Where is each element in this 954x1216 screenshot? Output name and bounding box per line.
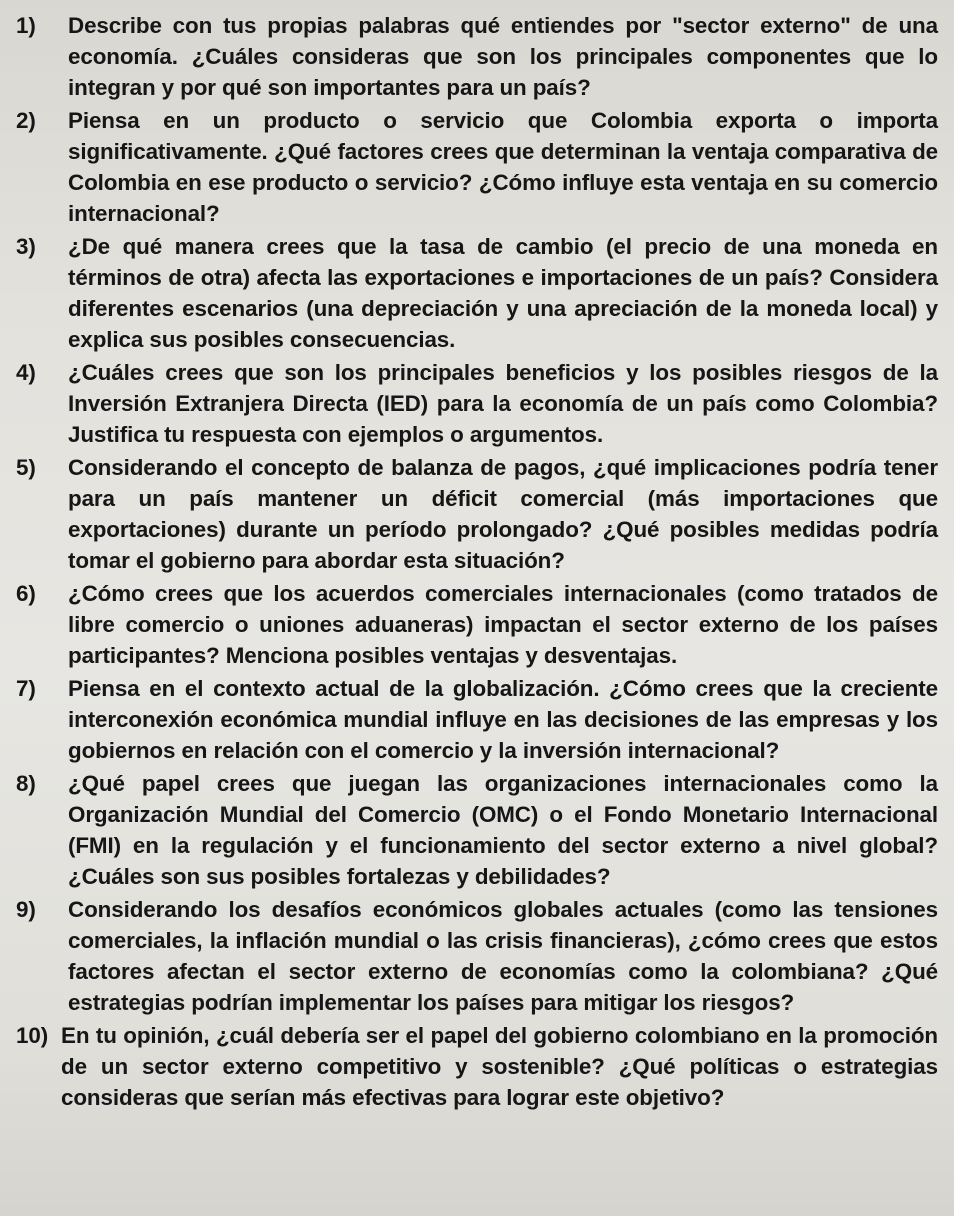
question-text: Considerando el concepto de balanza de pagos, ¿qué implicaciones podría tener para un país mantener un déficit comercial (más importaciones que exportaciones) durante un período prolongado? ¿Qué posibles medidas podría tomar el gobierno para abordar esta situación?	[68, 455, 938, 573]
question-number: 8)	[16, 771, 36, 796]
question-number: 4)	[16, 360, 36, 385]
question-number: 2)	[16, 108, 36, 133]
question-number: 5)	[16, 455, 36, 480]
question-1	[16, 10, 938, 103]
question-number: 3)	[16, 234, 36, 259]
question-number: 7)	[16, 676, 36, 701]
question-number: 9)	[16, 897, 36, 922]
question-4	[16, 357, 938, 450]
question-5	[16, 452, 938, 576]
question-text: ¿Cómo crees que los acuerdos comerciales internacionales (como tratados de libre comercio o uniones aduaneras) impactan el sector externo de los países participantes? Menciona posibles ventajas y desventajas.	[68, 581, 938, 668]
question-text: ¿Cuáles crees que son los principales beneficios y los posibles riesgos de la Inversión Extranjera Directa (IED) para la economía de un país como Colombia? Justifica tu respuesta con ejemplos o argumentos.	[68, 360, 938, 447]
question-9	[16, 894, 938, 1018]
question-text: Considerando los desafíos económicos globales actuales (como las tensiones comerciales, la inflación mundial o las crisis financieras), ¿cómo crees que estos factores afectan el sector externo de economías como la colombiana? ¿Qué estrategias podrían implementar los países para mitigar los riesgos?	[68, 897, 938, 1015]
question-2	[16, 105, 938, 229]
question-text: Piensa en un producto o servicio que Colombia exporta o importa significativamente. ¿Qué factores crees que determinan la ventaja comparativa de Colombia en ese producto o servicio? ¿Cómo influye esta ventaja en su comercio internacional?	[68, 108, 938, 226]
question-3	[16, 231, 938, 355]
question-text: ¿De qué manera crees que la tasa de cambio (el precio de una moneda en términos de otra) afecta las exportaciones e importaciones de un país? Considera diferentes escenarios (una depreciación y una apreciación de la moneda local) y explica sus posibles consecuencias.	[68, 234, 938, 352]
question-text: ¿Qué papel crees que juegan las organizaciones internacionales como la Organización Mundial del Comercio (OMC) o el Fondo Monetario Internacional (FMI) en la regulación y el funcionamiento del sector externo a nivel global? ¿Cuáles son sus posibles fortalezas y debilidades?	[68, 771, 938, 889]
question-text: Piensa en el contexto actual de la globalización. ¿Cómo crees que la creciente interconexión económica mundial influye en las decisiones de las empresas y los gobiernos en relación con el comercio y la inversión internacional?	[68, 676, 938, 763]
question-list	[16, 10, 938, 1113]
question-text: Describe con tus propias palabras qué entiendes por "sector externo" de una economía. ¿Cuáles consideras que son los principales componentes que lo integran y por qué son importantes para un país?	[68, 13, 938, 100]
question-8	[16, 768, 938, 892]
question-number: 10)	[16, 1023, 49, 1048]
question-number: 1)	[16, 13, 36, 38]
question-7	[16, 673, 938, 766]
question-10	[16, 1020, 938, 1113]
question-text: En tu opinión, ¿cuál debería ser el papel del gobierno colombiano en la promoción de un sector externo competitivo y sostenible? ¿Qué políticas o estrategias consideras que serían más efectivas para lograr este objetivo?	[61, 1023, 938, 1110]
question-number: 6)	[16, 581, 36, 606]
question-6	[16, 578, 938, 671]
